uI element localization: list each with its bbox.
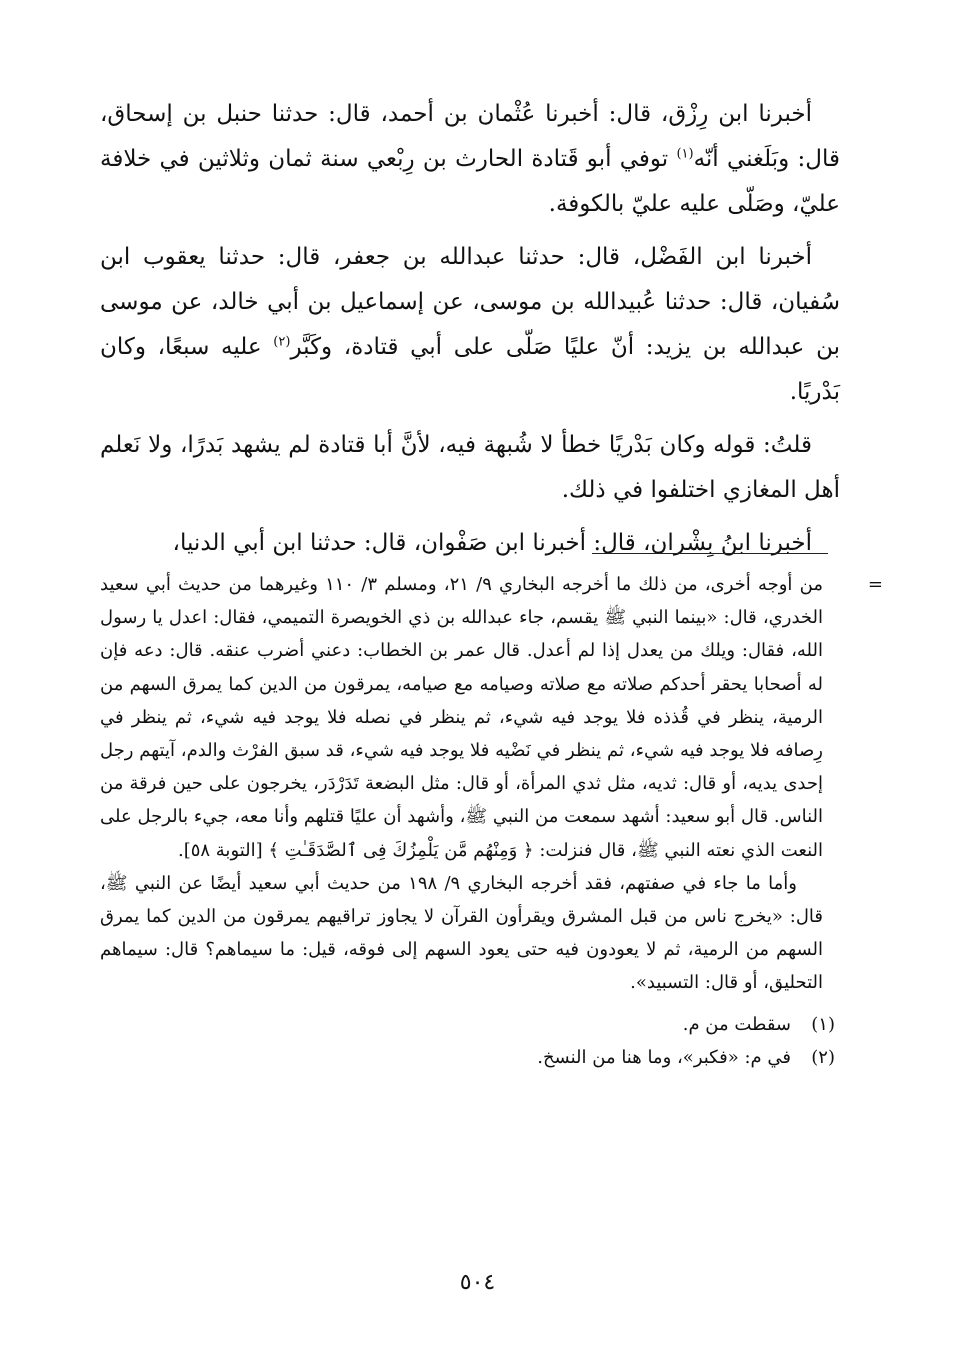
paragraph-1-text-end: توفي أبو قَتادة الحارث بن رِبْعي سنة ثمان وثلاثين في خلافة عليّ، وصَلّى عليه عليّ بالكوفة.	[100, 146, 840, 217]
paragraph-1	[100, 92, 840, 227]
footnote-2-text: في م: «فكبر»، وما هنا من النسخ.	[537, 1046, 791, 1068]
continuation-marker: =	[867, 574, 883, 595]
footnote-ref-2: (٢)	[273, 334, 291, 350]
footnote-ref-1: (١)	[676, 146, 694, 162]
page-number: ٥٠٤	[459, 1270, 496, 1295]
paragraph-1-text: أخبرنا ابن رِزْق، قال: أخبرنا عُثْمان بن أحمد، قال: حدثنا حنبل بن إسحاق، قال: وبَلَغني أنّه	[100, 101, 840, 172]
footnote-1-text: سقطت من م.	[682, 1013, 791, 1035]
footnote-list	[100, 1008, 845, 1074]
paragraph-3: قلتُ: قوله وكان بَدْريًا خطأ لا شُبهة فيه، لأنَّ أبا قتادة لم يشهد بَدرًا، ولا نَعلم أهل المغازي اختلفوا في ذلك.	[100, 432, 840, 503]
footnote-1	[100, 1008, 835, 1041]
footnotes	[100, 568, 883, 1074]
footnote-2-number: (٢)	[811, 1046, 835, 1068]
footnote-2	[100, 1041, 835, 1074]
paragraph-2-text: أخبرنا ابن الفَضْل، قال: حدثنا عبدالله بن جعفر، قال: حدثنا يعقوب ابن سُفيان، قال: حدثنا عُبيدالله بن موسى، عن إسماعيل بن أبي خالد، عن موسى بن عبدالله بن يزيد: أنّ عليًا صَلّى على أبي قتادة، وكَبَّر	[100, 244, 840, 360]
footnote-continuation-text: من أوجه أخرى، من ذلك ما أخرجه البخاري ٩/ ٢١، ومسلم ٣/ ١١٠ وغيرهما من حديث أبي سعيد الخدري، قال: «بينما النبي ﷺ يقسم، جاء عبدالله بن ذي الخويصرة التميمي، فقال: اعدل يا رسول الله، فقال: ويلك من يعدل إذا لم أعدل. قال عمر بن الخطاب: دعني أضرب عنقه. قال: دعه فإن له أصحابا يحقر أحدكم صلاته مع صلاته وصيامه مع صيامه، يمرقون من الدين كما يمرق السهم من الرمية، ينظر في قُذذه فلا يوجد فيه شيء، ثم ينظر في نصله فلا يوجد فيه شيء، ثم ينظر في رِصافه فلا يوجد فيه شيء، ثم ينظر في نَضْيه فلا يوجد فيه شيء، قد سبق الفرْث والدم، آيتهم رجل إحدى يديه، أو قال: ثديه، مثل ثدي المرأة، أو قال: مثل البضعة تَدَرْدَر، يخرجون على حين فرقة من الناس. قال أبو سعيد: أشهد سمعت من النبي ﷺ، وأشهد أن عليًا قتلهم وأنا معه، جيء بالرجل على النعت الذي نعته النبي ﷺ، قال فنزلت: ﴿ وَمِنْهُم مَّن يَلْمِزُكَ فِى ٱلصَّدَقَـٰتِ ﴾ [التوبة ٥٨].	[100, 574, 823, 861]
main-text	[100, 92, 840, 574]
paragraph-4: أخبرنا ابنُ بِشْران، قال: أخبرنا ابن صَفْوان، قال: حدثنا ابن أبي الدنيا،	[172, 530, 812, 556]
paragraph-2	[100, 235, 840, 415]
paragraph-2-text-end: عليه سبعًا، وكان بَدْريًا.	[100, 334, 840, 405]
footnote-1-number: (١)	[811, 1013, 835, 1035]
footnote-continuation	[100, 568, 883, 867]
footnote-continuation-second: وأما ما جاء في صفتهم، فقد أخرجه البخاري ٩/ ١٩٨ من حديث أبي سعيد أيضًا عن النبي ﷺ، قال: «يخرج ناس من قبل المشرق ويقرأون القرآن لا يجاوز تراقيهم يمرقون من الدين كما يمرق السهم من الرمية، ثم لا يعودون فيه حتى يعود السهم إلى فوقه، قيل: ما سيماهم؟ قال: سيماهم التحليق، أو قال: التسبيد».	[100, 872, 824, 994]
footnote-separator	[592, 553, 828, 554]
